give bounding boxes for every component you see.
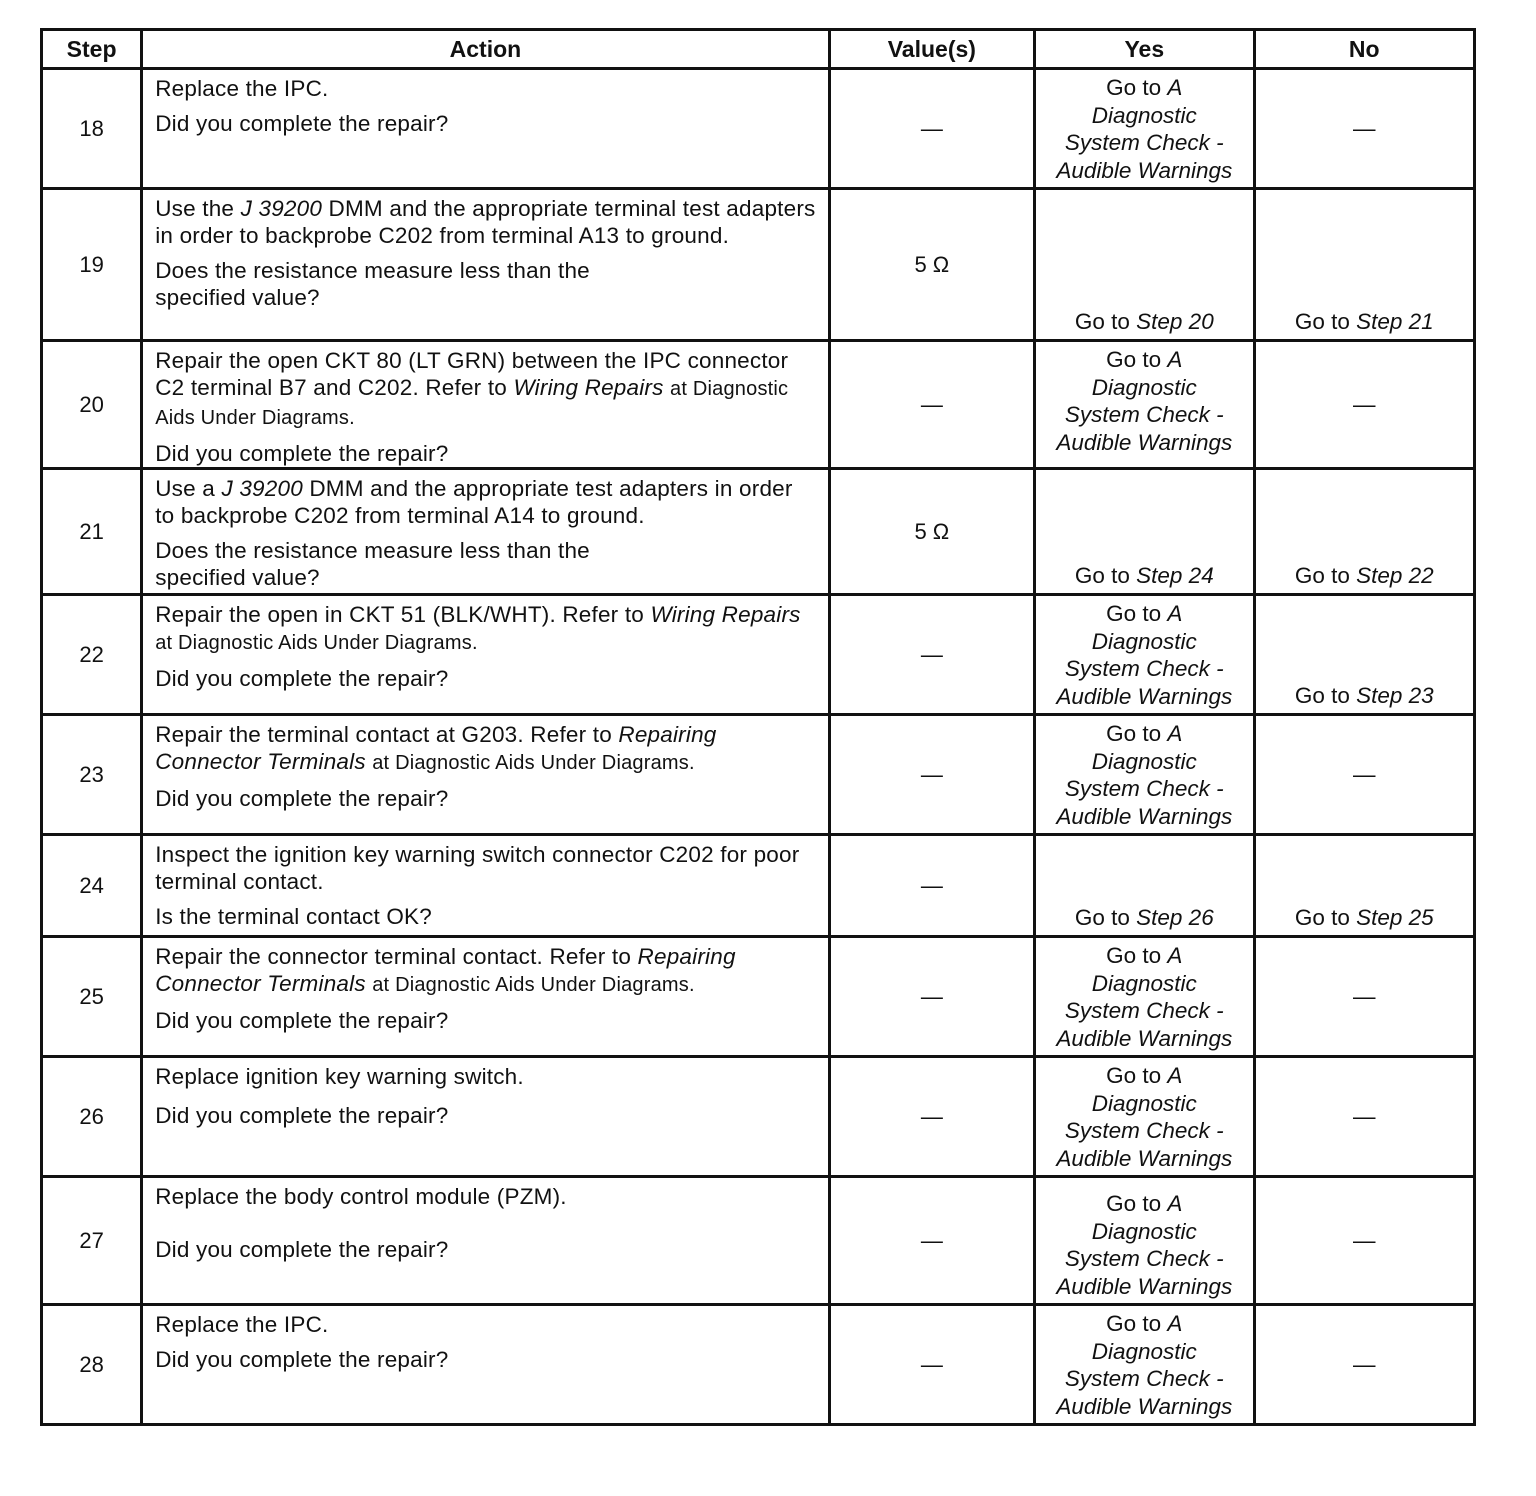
yes-link[interactable]: System Check - xyxy=(1064,1118,1224,1143)
action-question: Did you complete the repair? xyxy=(155,1347,449,1372)
no-link[interactable]: Step 21 xyxy=(1356,308,1434,334)
yes-link[interactable]: System Check - xyxy=(1064,402,1224,427)
yes-link[interactable]: System Check - xyxy=(1064,1246,1224,1271)
diagnostic-table xyxy=(40,28,1476,1426)
no-cell: — xyxy=(1254,1305,1474,1425)
header-values: Value(s) xyxy=(829,30,1034,69)
table-row xyxy=(42,469,1475,595)
doc-link[interactable]: Repairing Connector Terminals xyxy=(155,944,736,996)
yes-link[interactable]: Diagnostic xyxy=(1091,970,1197,996)
yes-link[interactable]: Diagnostic xyxy=(1091,748,1197,774)
header-action: Action xyxy=(142,30,829,69)
step-number: 26 xyxy=(42,1057,142,1177)
yes-link[interactable]: Audible Warnings xyxy=(1056,1025,1233,1051)
yes-cell: Go to Step 20 xyxy=(1035,189,1254,341)
yes-cell: Go to A Diagnostic System Check - Audible Warnings xyxy=(1035,1177,1254,1305)
yes-link[interactable]: A xyxy=(1167,1191,1183,1216)
yes-goto: Go to xyxy=(1106,75,1162,100)
yes-link[interactable]: Step 26 xyxy=(1136,904,1214,930)
step-number: 25 xyxy=(42,937,142,1057)
yes-cell: Go to A Diagnostic System Check - Audible Warnings xyxy=(1035,341,1254,469)
yes-link[interactable]: Diagnostic xyxy=(1091,1338,1197,1364)
no-cell: — xyxy=(1254,341,1474,469)
yes-link[interactable]: Audible Warnings xyxy=(1056,1273,1233,1299)
action-cell xyxy=(142,69,829,189)
action-question: Is the terminal contact OK? xyxy=(155,904,432,929)
step-number: 19 xyxy=(42,189,142,341)
action-question: Does the resistance measure less than the specified value? xyxy=(155,258,590,310)
action-question: Did you complete the repair? xyxy=(155,441,449,466)
value-cell: 5 Ω xyxy=(829,189,1034,341)
tool-ref: J 39200 xyxy=(240,196,323,221)
no-cell: — xyxy=(1254,1177,1474,1305)
doc-link[interactable]: Wiring Repairs xyxy=(513,375,664,400)
action-question: Did you complete the repair? xyxy=(155,1237,449,1262)
yes-link[interactable]: Audible Warnings xyxy=(1056,1393,1233,1419)
step-number: 23 xyxy=(42,715,142,835)
value-cell: — xyxy=(829,595,1034,715)
header-row xyxy=(42,30,1475,69)
yes-link[interactable]: Diagnostic xyxy=(1091,102,1197,128)
yes-cell: Go to Step 24 xyxy=(1035,469,1254,595)
no-cell: Go to Step 21 xyxy=(1254,189,1474,341)
action-cell xyxy=(142,341,829,469)
action-cell xyxy=(142,835,829,937)
yes-link[interactable]: System Check - xyxy=(1064,776,1224,801)
yes-link[interactable]: Audible Warnings xyxy=(1056,683,1233,709)
step-number: 20 xyxy=(42,341,142,469)
no-link[interactable]: Step 23 xyxy=(1356,682,1434,708)
step-number: 28 xyxy=(42,1305,142,1425)
no-cell: — xyxy=(1254,1057,1474,1177)
action-text: Replace ignition key warning switch. xyxy=(155,1064,524,1089)
action-text: Use the J 39200 DMM and the appropriate terminal test adapters in order to backprobe C202 from terminal A13 to ground. xyxy=(155,196,816,248)
yes-link[interactable]: A xyxy=(1167,1311,1183,1336)
yes-link[interactable]: Step 24 xyxy=(1136,562,1214,588)
step-number: 21 xyxy=(42,469,142,595)
yes-cell: Go to A Diagnostic System Check - Audible Warnings xyxy=(1035,937,1254,1057)
table-row xyxy=(42,715,1475,835)
table-row xyxy=(42,69,1475,189)
no-cell: Go to Step 23 xyxy=(1254,595,1474,715)
yes-link[interactable]: Diagnostic xyxy=(1091,374,1197,400)
action-cell xyxy=(142,1305,829,1425)
step-number: 22 xyxy=(42,595,142,715)
doc-link[interactable]: Wiring Repairs xyxy=(650,602,801,627)
yes-link[interactable]: Audible Warnings xyxy=(1056,803,1233,829)
table-row xyxy=(42,189,1475,341)
table-row xyxy=(42,1177,1475,1305)
action-text: Replace the IPC. xyxy=(155,1312,329,1337)
doc-link[interactable]: Repairing Connector Terminals xyxy=(155,722,717,774)
no-cell: — xyxy=(1254,69,1474,189)
yes-cell: Go to A Diagnostic System Check - Audible Warnings xyxy=(1035,715,1254,835)
yes-link[interactable]: Audible Warnings xyxy=(1056,157,1233,183)
yes-link[interactable]: Diagnostic xyxy=(1091,1090,1197,1116)
table-row xyxy=(42,1305,1475,1425)
yes-cell: Go to A Diagnostic System Check - Audible Warnings xyxy=(1035,595,1254,715)
step-number: 18 xyxy=(42,69,142,189)
value-cell: — xyxy=(829,835,1034,937)
yes-link[interactable]: Diagnostic xyxy=(1091,1218,1197,1244)
step-number: 24 xyxy=(42,835,142,937)
action-question: Did you complete the repair? xyxy=(155,666,449,691)
yes-cell: Go to A Diagnostic System Check - Audible Warnings xyxy=(1035,1057,1254,1177)
yes-link[interactable]: A xyxy=(1167,347,1183,372)
value-cell: — xyxy=(829,341,1034,469)
yes-link[interactable]: A xyxy=(1167,601,1183,626)
action-cell xyxy=(142,469,829,595)
value-cell: — xyxy=(829,1177,1034,1305)
action-text: Repair the open in CKT 51 (BLK/WHT). Refer to Wiring Repairs at Diagnostic Aids Under Diagrams. xyxy=(155,602,801,654)
action-cell xyxy=(142,937,829,1057)
table-row xyxy=(42,1057,1475,1177)
header-step: Step xyxy=(42,30,142,69)
yes-cell xyxy=(1035,69,1254,189)
action-text: Use a J 39200 DMM and the appropriate test adapters in order to backprobe C202 from terminal A14 to ground. xyxy=(155,476,793,528)
no-cell: — xyxy=(1254,937,1474,1057)
no-link[interactable]: Step 25 xyxy=(1356,904,1434,930)
yes-link[interactable]: System Check - xyxy=(1064,998,1224,1023)
yes-link[interactable]: A xyxy=(1167,721,1183,746)
yes-cell: Go to A Diagnostic System Check - Audible Warnings xyxy=(1035,1305,1254,1425)
yes-link[interactable]: System Check - xyxy=(1064,130,1224,155)
action-cell xyxy=(142,1177,829,1305)
yes-link[interactable]: Step 20 xyxy=(1136,308,1214,334)
header-no: No xyxy=(1254,30,1474,69)
no-cell: — xyxy=(1254,715,1474,835)
no-cell: Go to Step 22 xyxy=(1254,469,1474,595)
table-row xyxy=(42,595,1475,715)
action-question: Does the resistance measure less than the specified value? xyxy=(155,538,590,590)
yes-link[interactable]: A xyxy=(1167,75,1183,100)
yes-link[interactable]: Audible Warnings xyxy=(1056,1145,1233,1171)
step-number: 27 xyxy=(42,1177,142,1305)
yes-link[interactable]: Diagnostic xyxy=(1091,628,1197,654)
action-cell xyxy=(142,715,829,835)
yes-link[interactable]: System Check - xyxy=(1064,1366,1224,1391)
value-cell: — xyxy=(829,69,1034,189)
action-text: Replace the body control module (PZM). xyxy=(155,1184,567,1209)
action-cell xyxy=(142,189,829,341)
action-question: Did you complete the repair? xyxy=(155,786,449,811)
header-yes: Yes xyxy=(1035,30,1254,69)
no-cell: Go to Step 25 xyxy=(1254,835,1474,937)
table-row xyxy=(42,937,1475,1057)
action-text: Inspect the ignition key warning switch connector C202 for poor terminal contact. xyxy=(155,842,800,894)
value-cell: — xyxy=(829,1057,1034,1177)
tool-ref: J 39200 xyxy=(221,476,303,501)
action-question: Did you complete the repair? xyxy=(155,1008,449,1033)
table-row xyxy=(42,835,1475,937)
yes-link[interactable]: Audible Warnings xyxy=(1056,429,1233,455)
no-link[interactable]: Step 22 xyxy=(1356,562,1434,588)
value-cell: — xyxy=(829,715,1034,835)
action-question: Did you complete the repair? xyxy=(155,1103,449,1128)
value-cell: — xyxy=(829,1305,1034,1425)
yes-link[interactable]: System Check - xyxy=(1064,656,1224,681)
action-text: Repair the connector terminal contact. Refer to Repairing Connector Terminals at Diagnostic Aids Under Diagrams. xyxy=(155,944,736,996)
table-row xyxy=(42,341,1475,469)
action-cell xyxy=(142,595,829,715)
action-text: Repair the terminal contact at G203. Refer to Repairing Connector Terminals at Diagnostic Aids Under Diagrams. xyxy=(155,722,717,774)
value-cell: 5 Ω xyxy=(829,469,1034,595)
action-cell xyxy=(142,1057,829,1177)
yes-link[interactable]: A xyxy=(1167,943,1183,968)
action-text: Repair the open CKT 80 (LT GRN) between the IPC connector C2 terminal B7 and C202. Refer to Wiring Repairs at Diagnostic Aids Under Diagrams. xyxy=(155,348,789,429)
yes-link[interactable]: A xyxy=(1167,1063,1183,1088)
action-text: Replace the IPC. xyxy=(155,76,329,101)
value-cell: — xyxy=(829,937,1034,1057)
yes-cell: Go to Step 26 xyxy=(1035,835,1254,937)
action-question: Did you complete the repair? xyxy=(155,111,449,136)
